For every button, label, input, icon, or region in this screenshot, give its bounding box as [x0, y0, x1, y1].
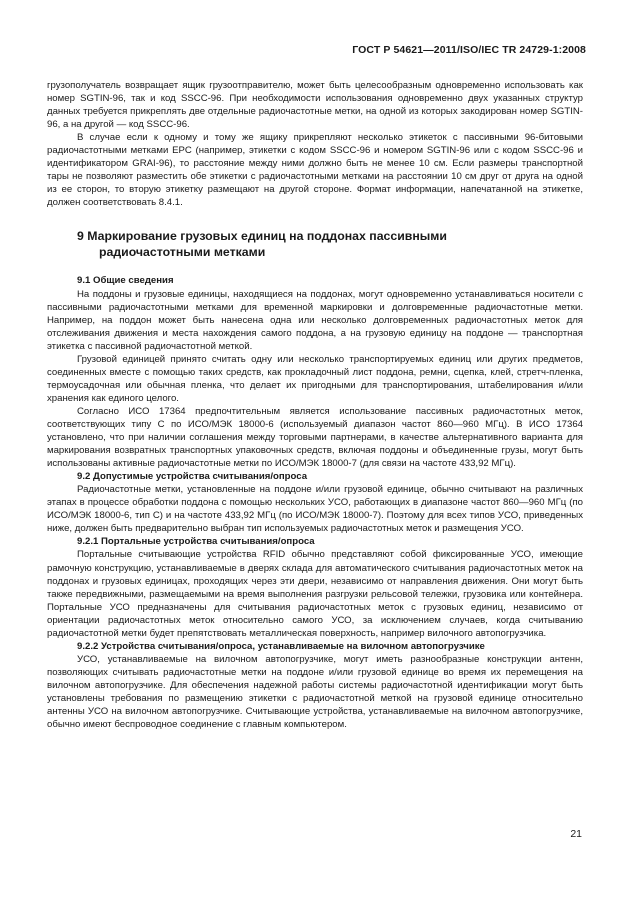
subsection-9-1-heading: 9.1 Общие сведения	[77, 275, 174, 287]
paragraph: УСО, устанавливаемые на вилочном автопогрузчике, могут иметь разнообразные конструкции антенн, позволяющих считывать радиочастотные метки на поддоне и/или грузовой единице во время их перемещения на вилочном автопогрузчике. Для обеспечения надежной работы системы радиочастотной идентификации могут быть установлены требования по размещению этикетки с радиочастотной меткой на грузовой единице относительно антенны УСО на вилочном автопогрузчике. Считывающие устройства, устанавливаемые на вилочном автопогрузчике, обычно имеют беспроводное соединение с главным компьютером.	[47, 653, 583, 731]
paragraph: Согласно ИСО 17364 предпочтительным является использование пассивных радиочастотных меток, соответствующих типу С по ИСО/МЭК 18000-6 (используемый диапазон частот 860—960 МГц). В ИСО 17364 установлено, что при наличии соглашения между торговыми партнерами, в качестве альтернативного варианта для маркирования возвратных транспортных упаковочных средств, включая поддоны и объединенные грузы, могут быть использованы активные радиочастотные метки по ИСО/МЭК 18000-7 (для связи на частоте 433,92 МГц).	[47, 405, 583, 470]
section-9-title-line2: радиочастотными метками	[99, 245, 266, 260]
page-number: 21	[570, 828, 582, 840]
section-9-title-line1: 9 Маркирование грузовых единиц на поддонах пассивными	[77, 229, 447, 244]
paragraph: Радиочастотные метки, установленные на поддоне и/или грузовой единице, обычно считывают на различных этапах в процессе обработки поддона с помощью нескольких УСО, работающих в диапазоне частот 860—960 МГц (по ИСО/МЭК 18000-6, тип С) и на частоте 433,92 МГц (по ИСО/МЭК 18000-7). Поэтому для всех типов УСО, приведенных ниже, должен быть предварительно выбран тип используемых радиочастотных меток и размещения УСО.	[47, 484, 583, 535]
document-body	[47, 79, 583, 731]
paragraph: Грузовой единицей принято считать одну или несколько транспортируемых единиц или других предметов, соединенных вместе с помощью таких средств, как прокладочный лист поддона, ремни, сцепка, клей, стретч-пленка, термоусадочная или обычная пленка, что делает их пригодными для транспортирования, штабелирования и/или хранения как единого целого.	[47, 353, 583, 404]
paragraph: грузополучатель возвращает ящик грузоотправителю, может быть целесообразным одновременно использовать как номер SGTIN-96, так и код SSCC-96. При необходимости использования одновременно двух указанных структур данных требуется прикреплять две отдельные радиочастотные метки, на одной из которых закодирован номер SGTIN-96, а на другой — код SSCC-96.	[47, 80, 583, 131]
paragraph: В случае если к одному и тому же ящику прикрепляют несколько этикеток с пассивными 96-битовыми радиочастотными метками ЕРС (например, этикетки с кодом SSCC-96 и номером SGTIN-96 или с кодом SSCC-96 и идентификатором GRAI-96), то расстояние между ними должно быть не менее 10 см. Если размеры транспортной тары не позволяют разместить обе этикетки с радиочастотными метками на расстоянии 10 см друг от друга на одной из ее сторон, то вторую этикетку размещают на другой стороне. Формат информации, напечатанной на этикетке, должен соответствовать 8.4.1.	[47, 132, 583, 209]
subsection-9-2-1-heading: 9.2.1 Портальные устройства считывания/опроса	[77, 536, 315, 548]
document-header: ГОСТ Р 54621—2011/ISO/IEC TR 24729-1:2008	[352, 44, 586, 56]
paragraph: Портальные считывающие устройства RFID обычно представляют собой фиксированные УСО, имеющие рамочную конструкцию, устанавливаемые в дверях склада для автоматического считывания радиочастотных меток на поддонах и грузовых единицах, проходящих через эти двери, независимо от направления движения. Они могут быть также передвижными, размещаемыми на время выполнения разгрузки рельсовой тележки, грузовика или контейнера. Портальные УСО предназначены для считывания радиочастотных меток с грузовых единиц, независимо от ориентации радиочастотных меток относительно самого УСО, за исключением случаев, когда считыванию радиочастотной метки будет препятствовать металлическая поверхность, например вилочного автопогрузчика.	[47, 549, 583, 639]
subsection-9-2-heading: 9.2 Допустимые устройства считывания/опроса	[77, 471, 308, 483]
section-9-heading	[77, 228, 583, 260]
subsection-9-2-2-heading: 9.2.2 Устройства считывания/опроса, устанавливаемые на вилочном автопогрузчике	[77, 640, 485, 652]
paragraph: На поддоны и грузовые единицы, находящиеся на поддонах, могут одновременно устанавливаться носители с пассивными радиочастотными метками для временной маркировки и долговременные радиочастотные метки. Например, на поддон может быть нанесена одна или несколько долговременных радиочастотных меток для отслеживания движения и места нахождения самого поддона, а на грузовую единицу на поддоне — транспортная этикетка с пассивной радиочастотной меткой.	[47, 288, 583, 352]
